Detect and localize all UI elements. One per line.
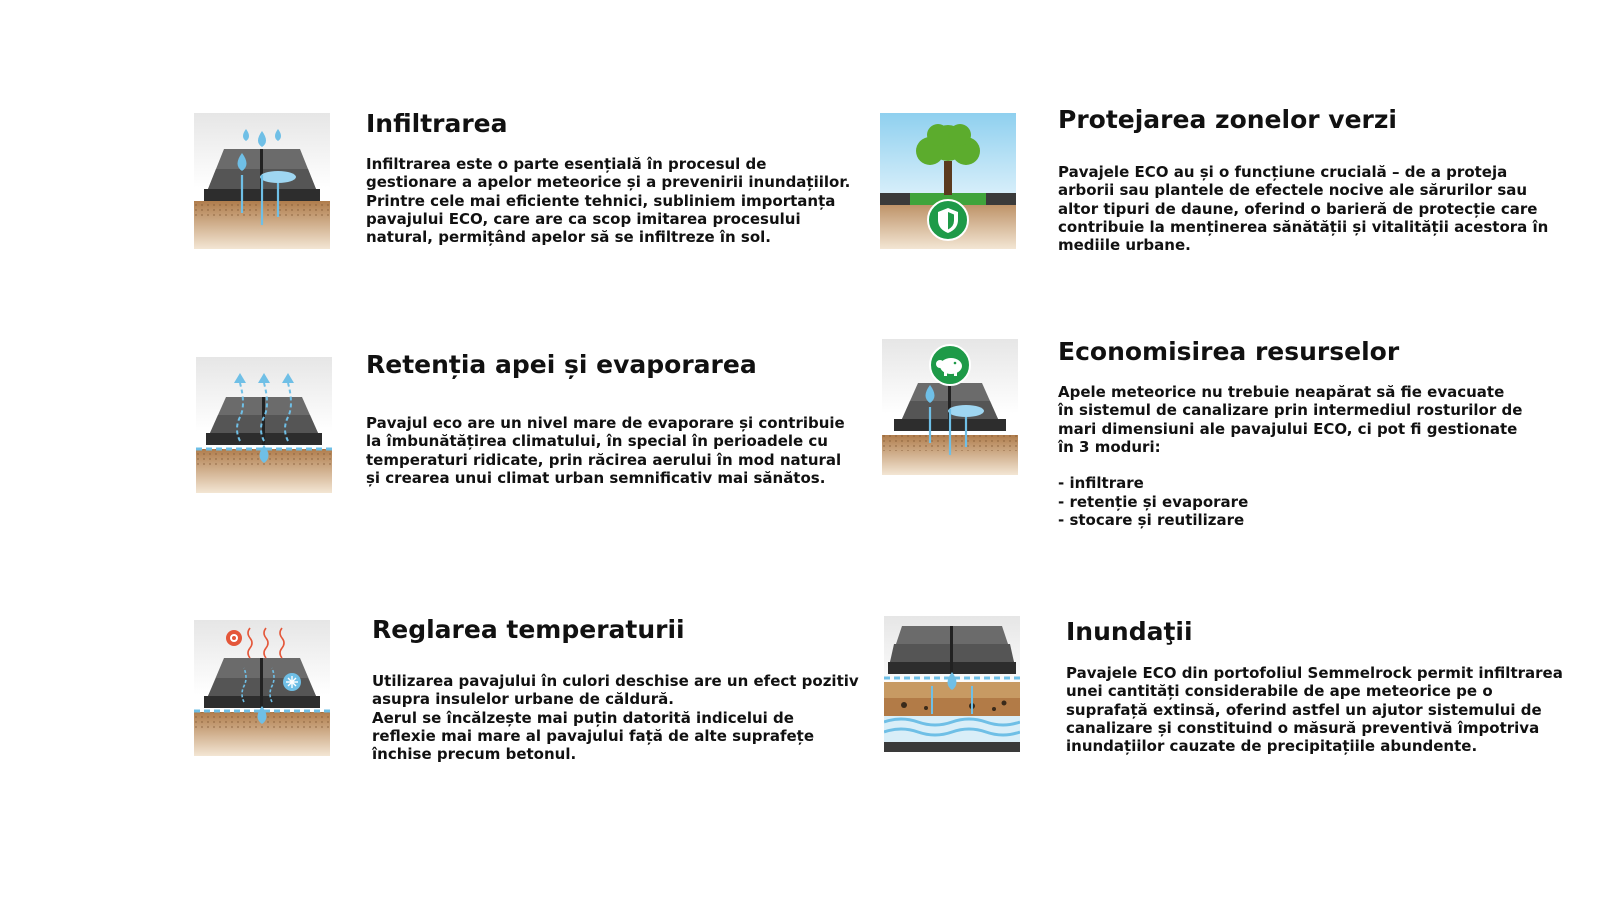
body-line [1058, 456, 1522, 474]
body-line: unei cantități considerabile de ape meteorice pe o [1066, 682, 1493, 701]
tree-protection-icon [880, 113, 1016, 249]
body-line: canalizare și constituind o măsură preventivă împotriva [1066, 718, 1540, 737]
body-line: Utilizarea pavajului în culori deschise are un efect pozitiv [372, 672, 859, 690]
block-title: Infiltrarea [366, 109, 508, 138]
block-body [366, 155, 850, 246]
body-line: pavajului ECO, care are ca scop imitarea procesului [366, 209, 801, 228]
body-line: în sistemul de canalizare prin intermediul rosturilor de [1058, 401, 1523, 420]
body-line: închise precum betonul. [372, 745, 577, 764]
body-line: altor tipuri de daune, oferind o barieră de protecție care [1058, 199, 1538, 218]
body-line: Apele meteorice nu trebuie neapărat să fie evacuate [1058, 383, 1505, 401]
block-body [1058, 383, 1522, 529]
infiltration-diagram-icon [194, 113, 330, 249]
block-body [1058, 163, 1548, 254]
body-line: natural, permițând apelor să se infiltreze în sol. [366, 228, 771, 247]
body-line: arborii sau plantele de efectele nocive ale sărurilor sau [1058, 181, 1528, 200]
body-line: asupra insulelor urbane de căldură. [372, 690, 674, 709]
body-line: mari dimensiuni ale pavajului ECO, ci pot fi gestionate [1058, 419, 1518, 438]
body-line: Infiltrarea este o parte esențială în procesul de [366, 155, 767, 173]
body-line: suprafață extinsă, oferind astfel un ajutor sistemului de [1066, 700, 1542, 719]
body-line: Printre cele mai eficiente tehnici, subliniem importanța [366, 191, 836, 210]
body-line: și crearea unui climat urban semnificativ mai sănătos. [366, 468, 826, 487]
body-line: Aerul se încălzește mai puțin datorită indicelui de [372, 708, 794, 727]
body-line: la îmbunătățirea climatului, în special în perioadele cu [366, 432, 828, 451]
body-line: - retenție și evaporare [1058, 492, 1249, 511]
flood-layers-icon [884, 616, 1020, 752]
block-title: Inundaţii [1066, 617, 1193, 646]
body-line: mediile urbane. [1058, 236, 1191, 255]
block-body [366, 414, 845, 487]
body-line: - infiltrare [1058, 474, 1144, 493]
body-line: Pavajele ECO au și o funcțiune crucială – de a proteja [1058, 163, 1508, 181]
body-line: contribuie la menținerea sănătății și vitalității acestora în [1058, 217, 1549, 236]
block-body [372, 672, 859, 763]
block-title: Economisirea resurselor [1058, 337, 1400, 366]
block-title: Reglarea temperaturii [372, 615, 685, 644]
block-body [1066, 664, 1563, 755]
block-title: Retenția apei și evaporarea [366, 350, 757, 379]
piggy-bank-savings-icon [882, 339, 1018, 475]
body-line: Pavajele ECO din portofoliul Semmelrock permit infiltrarea [1066, 664, 1563, 682]
body-line: gestionare a apelor meteorice și a prevenirii inundațiilor. [366, 173, 851, 192]
body-line: temperaturi ridicate, prin răcirea aerului în mod natural [366, 450, 842, 469]
body-line: Pavajul eco are un nivel mare de evaporare și contribuie [366, 414, 845, 432]
block-title: Protejarea zonelor verzi [1058, 105, 1397, 134]
evaporation-diagram-icon [196, 357, 332, 493]
body-line: în 3 moduri: [1058, 437, 1161, 456]
body-line: - stocare și reutilizare [1058, 511, 1245, 530]
body-line: reflexie mai mare al pavajului față de alte suprafețe [372, 726, 815, 745]
body-line: inundațiilor cauzate de precipitațiile abundente. [1066, 737, 1478, 756]
temperature-regulation-icon [194, 620, 330, 756]
